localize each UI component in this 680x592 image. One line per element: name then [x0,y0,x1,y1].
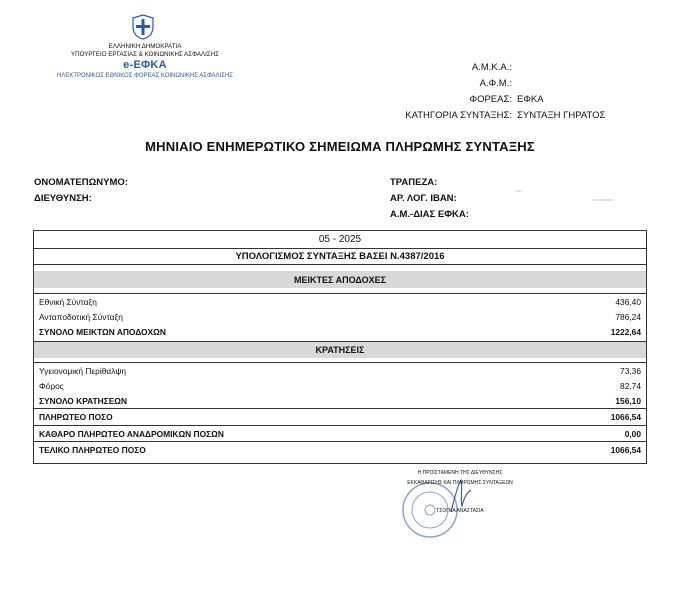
letterhead-country: ΕΛΛΗΝΙΚΗ ΔΗΜΟΚΡΑΤΙΑ [108,43,182,50]
calc-title: ΥΠΟΛΟΓΙΣΜΟΣ ΣΥΝΤΑΞΗΣ ΒΑΣΕΙ Ν.4387/2016 [235,251,445,262]
final-row [34,441,646,457]
amka-label: Α.Μ.Κ.Α.: [471,62,512,73]
gross-total-row [34,324,646,339]
efka-logo: e-ΕΦΚΑ [123,59,167,71]
document-title: ΜΗΝΙΑΙΟ ΕΝΗΜΕΡΩΤΙΚΟ ΣΗΜΕΙΩΜΑ ΠΛΗΡΩΜΗΣ ΣΥΝΤΑΞΗΣ [145,139,535,154]
afm-label: Α.Φ.Μ.: [479,78,512,89]
gross-total-label: ΣΥΝΟΛΟ ΜΕΙΚΤΩΝ ΑΠΟΔΟΧΩΝ [39,326,166,337]
table-row [34,378,646,394]
final-label: ΤΕΛΙΚΟ ΠΛΗΡΩΤΕΟ ΠΟΣΟ [39,444,146,455]
row-value: 82,74 [620,381,641,391]
retroactive-row [34,425,646,441]
payable-row [34,408,646,424]
deductions-section-header [34,341,646,358]
name-label: ΟΝΟΜΑΤΕΠΩΝΥΜΟ: [34,177,128,188]
retroactive-value: 0,00 [624,428,641,439]
payable-label: ΠΛΗΡΩΤΕΟ ΠΟΣΟ [39,411,113,422]
iban-label: ΑΡ. ΛΟΓ. IBAN: [390,193,457,204]
period: 05 - 2025 [318,234,362,245]
row-value: 786,24 [615,312,641,322]
redaction-mark [592,199,614,201]
table-row [34,309,646,325]
deductions-total-label: ΣΥΝΟΛΟ ΚΡΑΤΗΣΕΩΝ [39,395,128,406]
period-row [34,231,646,248]
row-value: 73,36 [620,365,641,376]
signature-block [385,468,535,538]
row-label: Φόρος [39,381,64,391]
signatory-name: ΤΣΟΓΚΑ ΑΝΑΣΤΑΣΙΑ [436,508,484,514]
row-label: Υγειονομική Περίθαλψη [39,365,127,376]
gross-section-title: ΜΕΙΚΤΕΣ ΑΠΟΔΟΧΕΣ [294,274,386,285]
signature-title-line1: Η ΠΡΟΪΣΤΑΜΕΝΗ ΤΗΣ ΔΙΕΥΘΥΝΣΗΣ [417,470,503,476]
calc-title-row [34,248,646,265]
signature-title-line2: ΕΚΚΑΘΑΡΙΣΗΣ ΚΑΙ ΠΛΗΡΩΜΗΣ ΣΥΝΤΑΞΕΩΝ [407,480,513,486]
row-value: 436,40 [615,296,641,307]
deductions-total-row [34,393,646,408]
deductions-total-value: 156,10 [615,395,641,406]
row-label: Ανταποδοτική Σύνταξη [39,312,123,322]
greek-emblem-icon [131,14,155,40]
table-row [34,362,646,378]
letterhead-agency: ΗΛΕΚΤΡΟΝΙΚΟΣ ΕΘΝΙΚΟΣ ΦΟΡΕΑΣ ΚΟΙΝΩΝΙΚΗΣ ΑΣΦΑΛΙΣΗΣ [56,73,233,79]
pension-category-value: ΣΥΝΤΑΞΗ ΓΗΡΑΤΟΣ [517,110,606,121]
payable-value: 1066,54 [610,411,641,422]
letterhead-ministry: ΥΠΟΥΡΓΕΙΟ ΕΡΓΑΣΙΑΣ & ΚΟΙΝΩΝΙΚΗΣ ΑΣΦΑΛΙΣΗΣ [71,51,219,58]
fund-value: ΕΦΚΑ [517,94,544,105]
statement-table [33,230,647,464]
am-dias-label: Α.Μ.-ΔΙΑΣ ΕΦΚΑ: [390,209,469,220]
pension-category-label: ΚΑΤΗΓΟΡΙΑ ΣΥΝΤΑΞΗΣ: [405,110,512,121]
gross-section-header [34,271,646,288]
bank-label: ΤΡΑΠΕΖΑ: [390,177,438,188]
table-row [34,293,646,309]
deductions-section-title: ΚΡΑΤΗΣΕΙΣ [315,345,365,355]
fund-label: ΦΟΡΕΑΣ: [469,94,512,105]
row-label: Εθνική Σύνταξη [39,296,97,307]
address-label: ΔΙΕΥΘΥΝΣΗ: [34,193,92,204]
redaction-mark [516,190,522,192]
final-value: 1066,54 [610,444,641,455]
gross-total-value: 1222,64 [610,326,641,337]
retroactive-label: ΚΑΘΑΡΟ ΠΛΗΡΩΤΕΟ ΑΝΑΔΡΟΜΙΚΩΝ ΠΟΣΩΝ [39,428,224,439]
